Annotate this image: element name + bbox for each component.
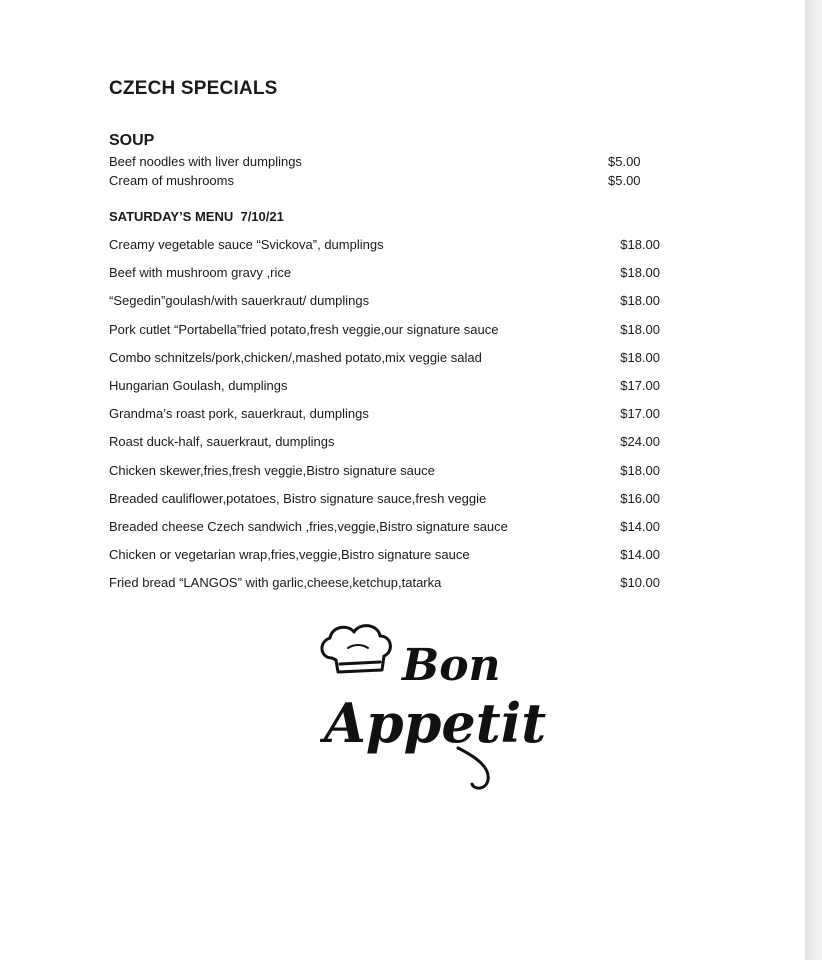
menu-item-name: Fried bread “LANGOS” with garlic,cheese,ketchup,tatarka — [109, 575, 442, 591]
soup-item — [109, 154, 649, 173]
menu-item-name: Breaded cauliflower,potatoes, Bistro signature sauce,fresh veggie — [109, 490, 487, 506]
menu-item-name: Grandma’s roast pork, sauerkraut, dumplings — [109, 406, 369, 422]
chef-hat-icon — [322, 626, 390, 672]
soup-item — [109, 173, 649, 192]
bon-appetit-logo — [318, 618, 547, 796]
page-title: CZECH SPECIALS — [109, 78, 278, 99]
menu-item-price: $14.00 — [620, 518, 660, 534]
saturday-menu-list — [109, 237, 669, 603]
menu-item — [109, 547, 669, 575]
menu-item-price: $16.00 — [620, 490, 660, 506]
menu-item-name: Combo schnitzels/pork,chicken/,mashed potato,mix veggie salad — [109, 349, 482, 365]
menu-item-name: Hungarian Goulash, dumplings — [109, 377, 288, 393]
menu-item — [109, 575, 669, 603]
menu-item — [109, 406, 669, 434]
soup-item-name: Beef noodles with liver dumplings — [109, 154, 302, 169]
menu-item-name: Breaded cheese Czech sandwich ,fries,veggie,Bistro signature sauce — [109, 518, 508, 534]
menu-item-name: Roast duck-half, sauerkraut, dumplings — [109, 434, 335, 450]
soup-item-price: $5.00 — [608, 154, 641, 169]
menu-item-price: $18.00 — [620, 349, 660, 365]
menu-item-name: Beef with mushroom gravy ,rice — [109, 265, 292, 281]
menu-item-name: Pork cutlet “Portabella”fried potato,fresh veggie,our signature sauce — [109, 321, 499, 337]
saturday-menu-heading: SATURDAY’S MENU 7/10/21 — [109, 209, 284, 224]
soup-heading: SOUP — [109, 132, 155, 149]
menu-item-name: Creamy vegetable sauce “Svickova”, dumplings — [109, 237, 384, 252]
soup-list — [109, 154, 649, 192]
page-shadow — [805, 0, 822, 960]
menu-item-price: $18.00 — [620, 293, 660, 309]
menu-item — [109, 434, 669, 462]
menu-item-name: Chicken skewer,fries,fresh veggie,Bistro signature sauce — [109, 462, 435, 478]
menu-item — [109, 265, 669, 293]
menu-item-price: $17.00 — [620, 377, 660, 393]
menu-item — [109, 293, 669, 321]
menu-item-price: $18.00 — [620, 237, 660, 252]
menu-item-price: $10.00 — [620, 575, 660, 591]
menu-item — [109, 519, 669, 547]
menu-item-name: “Segedin”goulash/with sauerkraut/ dumplings — [109, 293, 370, 309]
menu-item — [109, 237, 669, 265]
soup-item-name: Cream of mushrooms — [109, 173, 234, 188]
logo-word-appetit: Appetit — [324, 691, 547, 755]
menu-item — [109, 491, 669, 519]
soup-item-price: $5.00 — [608, 173, 641, 188]
menu-item-price: $18.00 — [620, 321, 660, 337]
menu-item — [109, 350, 669, 378]
menu-item — [109, 463, 669, 491]
menu-item-price: $18.00 — [620, 265, 660, 281]
menu-item-price: $17.00 — [620, 406, 660, 422]
logo-word-bon: Bon — [402, 640, 501, 691]
menu-item-name: Chicken or vegetarian wrap,fries,veggie,Bistro signature sauce — [109, 547, 470, 563]
menu-item — [109, 378, 669, 406]
menu-item-price: $18.00 — [620, 462, 660, 478]
menu-item-price: $14.00 — [620, 547, 660, 563]
menu-item — [109, 322, 669, 350]
menu-item-price: $24.00 — [620, 434, 660, 450]
